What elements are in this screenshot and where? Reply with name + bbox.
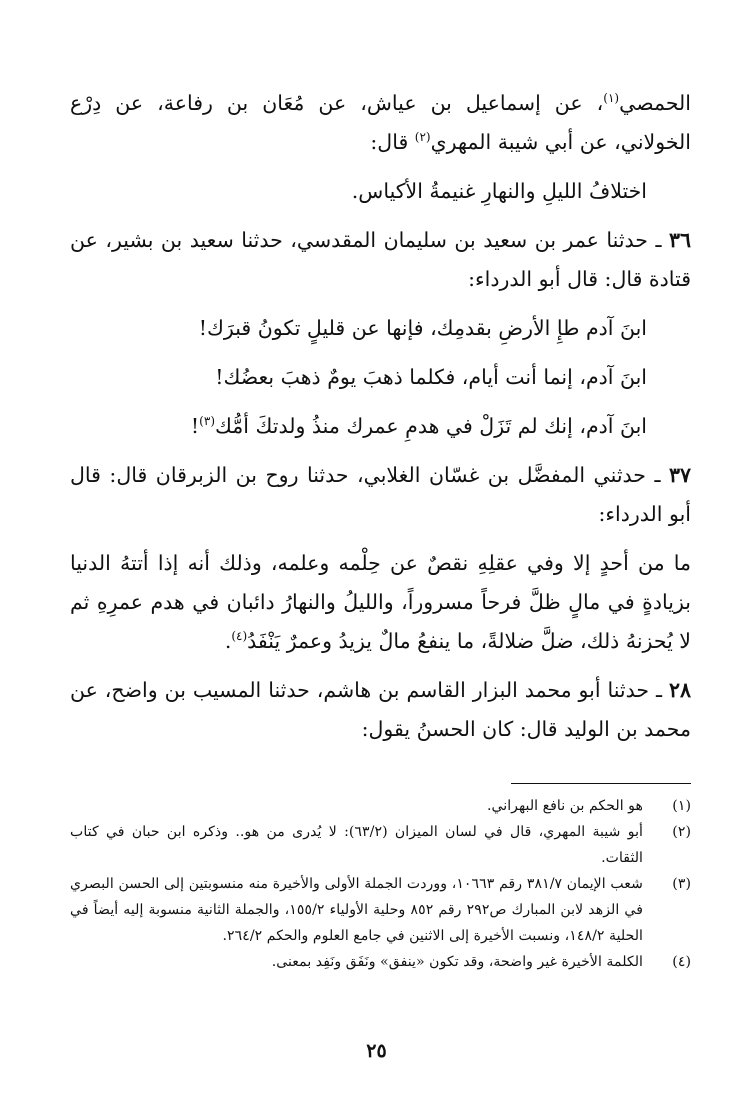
footnote-ref-1[interactable]: (١) — [603, 91, 620, 106]
text-run: الحمصي — [619, 91, 691, 115]
text-run: ـ حدثنا عمر بن سعيد بن سليمان المقدسي، حدثنا سعيد بن بشير، عن قتادة قال: قال أبو الدرداء: — [70, 228, 691, 291]
footnote-ref-3[interactable]: (٣) — [199, 414, 215, 429]
text-run: ـ حدثنا أبو محمد البزار القاسم بن هاشم، حدثنا المسيب بن واضح، عن محمد بن الوليد قال: كان الحسنُ يقول: — [70, 678, 691, 741]
verse-line-1 — [70, 309, 691, 348]
quote-1 — [70, 172, 691, 211]
paragraph-1 — [70, 84, 691, 162]
text-run: ما من أحدٍ إلا وفي عقلِهِ نقصٌ عن حِلْمه وعلمه، وذلك أنه إذا أتتهُ الدنيا بزيادةٍ في مالٍ ظلَّ فرحاً مسروراً، والليلُ والنهارُ دائبان في هدم عمرِهِ ثم لا يُحزنهُ ذلك، ضلَّ ضلالةً، ما ينفعُ مالٌ يزيدُ وعمرٌ يَنْفَدُ — [70, 551, 691, 653]
page-number: ٢٥ — [366, 1040, 387, 1062]
footnote-3 — [70, 871, 691, 949]
text-run: اختلافُ الليلِ والنهارِ غنيمةُ الأكياس. — [351, 179, 647, 203]
entry-number: ٢٨ — [668, 678, 691, 702]
main-text — [70, 84, 691, 749]
footnote-ref-2[interactable]: (٢) — [414, 130, 431, 145]
text-run: ابنَ آدم، إنك لم تَزَلْ في هدمِ عمرك منذُ ولدتكَ أمُّك — [215, 414, 647, 438]
verse-line-3 — [70, 407, 691, 446]
text-run: ، عن إسماعيل بن عياش، عن مُعَان بن رفاعة، عن دِرْع الخولاني، عن أبي شيبة المهري — [70, 91, 691, 154]
footnote-text: شعب الإيمان ٣٨١/٧ رقم ١٠٦٦٣، ووردت الجملة الأولى والأخيرة منه منسوبتين إلى الحسن البصري في الزهد لابن المبارك ص٢٩٢ رقم ٨٥٢ وحلية الأولياء ١٥٥/٢، والجملة الثانية منسوبة إليه أيضاً في الحلية ١٤٨/٢، ونسبت الأخيرة إلى الاثنين في جامع العلوم والحكم ٢٦٤/٢. — [70, 876, 644, 944]
footnotes — [70, 793, 691, 975]
footnote-ref-4[interactable]: (٤) — [231, 629, 248, 644]
entry-number: ٣٦ — [668, 228, 691, 252]
footnote-mark: (٢) — [672, 824, 691, 840]
text-run: ـ حدثني المفضَّل بن غسّان الغلابي، حدثنا روح بن الزبرقان قال: قال أبو الدرداء: — [70, 463, 691, 526]
text-run: ابنَ آدم طإِ الأرضِ بقدمِك، فإنها عن قليلٍ تكونُ قبرَك! — [198, 316, 647, 340]
footnote-text: الكلمة الأخيرة غير واضحة، وقد تكون «ينفق» ونَفَق ونَفِد بمعنى. — [271, 954, 643, 970]
hadith-36 — [70, 221, 691, 299]
footnote-mark: (٣) — [672, 876, 691, 892]
text-run: . — [224, 629, 232, 653]
text-run: قال: — [370, 130, 415, 154]
footnote-text: أبو شيبة المهري، قال في لسان الميزان (٦٣/٢): لا يُدرى من هو.. وذكره ابن حبان في كتاب الثقات. — [70, 824, 643, 866]
footnote-mark: (١) — [672, 798, 691, 814]
hadith-37 — [70, 456, 691, 534]
footnote-2 — [70, 819, 691, 871]
footnote-text: هو الحكم بن نافع البهراني. — [486, 798, 643, 814]
text-run: ابنَ آدم، إنما أنت أيام، فكلما ذهبَ يومٌ ذهبَ بعضُك! — [215, 365, 647, 389]
text-run: ! — [190, 414, 200, 438]
footnote-4 — [70, 949, 691, 975]
footnote-mark: (٤) — [672, 954, 691, 970]
footnote-divider — [511, 783, 691, 784]
verse-line-2 — [70, 358, 691, 397]
quote-2 — [70, 544, 691, 661]
entry-number: ٣٧ — [668, 463, 691, 487]
hadith-38 — [70, 671, 691, 749]
footnote-1 — [70, 793, 691, 819]
